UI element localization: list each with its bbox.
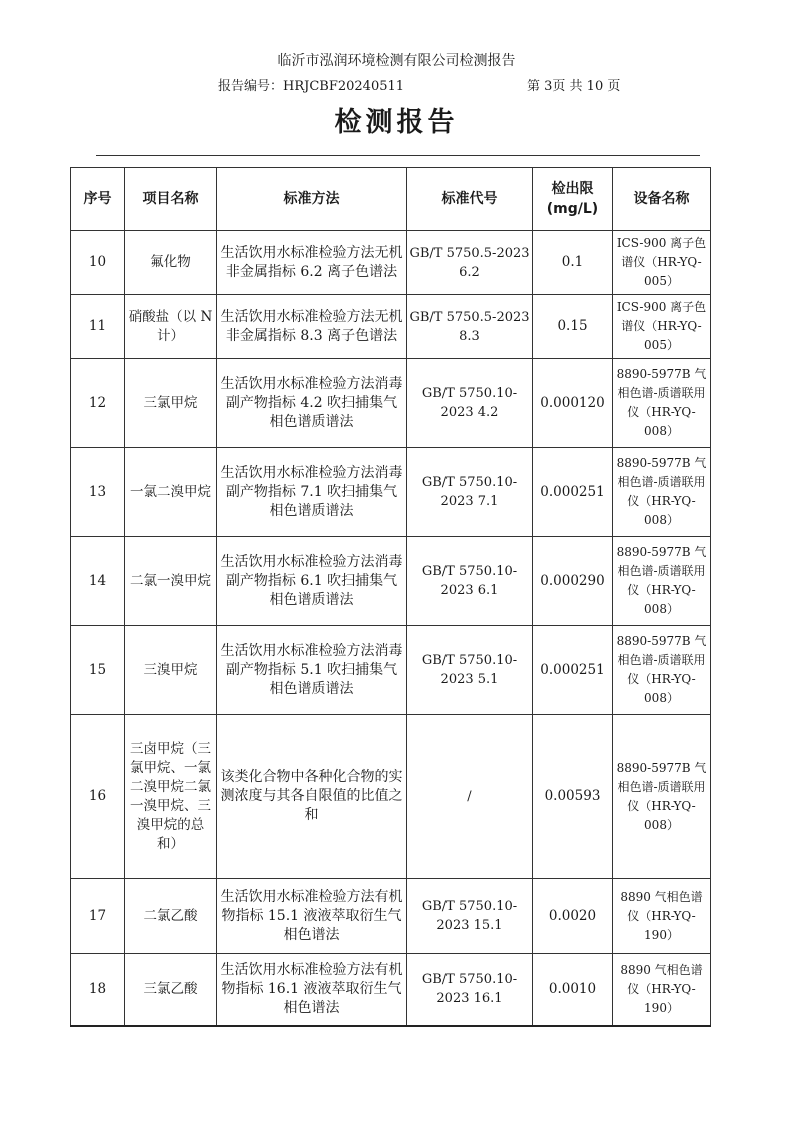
row-code: GB/T 5750.10-2023 6.1 — [407, 537, 533, 626]
row-limit: 0.000251 — [533, 626, 613, 715]
row-item: 二氯乙酸 — [125, 879, 217, 954]
column-header-no: 序号 — [71, 168, 125, 231]
row-code: GB/T 5750.10-2023 5.1 — [407, 626, 533, 715]
row-equipment: 8890 气相色谱仪（HR-YQ-190） — [613, 954, 711, 1026]
row-method: 生活饮用水标准检验方法消毒副产物指标 7.1 吹扫捕集气相色谱质谱法 — [217, 448, 407, 537]
row-code: GB/T 5750.10-2023 16.1 — [407, 954, 533, 1026]
row-item: 三卤甲烷（三氯甲烷、一氯二溴甲烷二氯一溴甲烷、三溴甲烷的总和） — [125, 715, 217, 879]
row-equipment: 8890 气相色谱仪（HR-YQ-190） — [613, 879, 711, 954]
row-method: 该类化合物中各种化合物的实测浓度与其各自限值的比值之和 — [217, 715, 407, 879]
row-limit: 0.15 — [533, 295, 613, 359]
column-header-limit: 检出限 (mg/L) — [533, 168, 613, 231]
row-limit: 0.000251 — [533, 448, 613, 537]
row-no: 16 — [71, 715, 125, 879]
row-equipment: 8890-5977B 气相色谱-质谱联用仪（HR-YQ-008） — [613, 626, 711, 715]
row-code: GB/T 5750.10-2023 4.2 — [407, 359, 533, 448]
row-limit: 0.000120 — [533, 359, 613, 448]
row-item: 硝酸盐（以 N 计） — [125, 295, 217, 359]
row-item: 三氯甲烷 — [125, 359, 217, 448]
row-item: 一氯二溴甲烷 — [125, 448, 217, 537]
row-code: GB/T 5750.5-2023 6.2 — [407, 231, 533, 295]
row-limit: 0.1 — [533, 231, 613, 295]
table-header-row — [71, 168, 711, 231]
row-no: 14 — [71, 537, 125, 626]
row-code: GB/T 5750.10-2023 15.1 — [407, 879, 533, 954]
row-equipment: 8890-5977B 气相色谱-质谱联用仪（HR-YQ-008） — [613, 715, 711, 879]
row-code: / — [407, 715, 533, 879]
row-method: 生活饮用水标准检验方法消毒副产物指标 4.2 吹扫捕集气相色谱质谱法 — [217, 359, 407, 448]
table-row — [71, 879, 711, 954]
table-row — [71, 231, 711, 295]
table-row — [71, 448, 711, 537]
row-equipment: 8890-5977B 气相色谱-质谱联用仪（HR-YQ-008） — [613, 359, 711, 448]
company-header: 临沂市泓润环境检测有限公司检测报告 — [277, 53, 516, 69]
row-code: GB/T 5750.10-2023 7.1 — [407, 448, 533, 537]
page-indicator: 第 3页 共 10 页 — [527, 79, 621, 94]
table-row — [71, 359, 711, 448]
row-limit: 0.0020 — [533, 879, 613, 954]
row-limit: 0.00593 — [533, 715, 613, 879]
row-no: 11 — [71, 295, 125, 359]
column-header-equipment: 设备名称 — [613, 168, 711, 231]
row-limit: 0.0010 — [533, 954, 613, 1026]
row-no: 18 — [71, 954, 125, 1026]
column-header-code: 标准代号 — [407, 168, 533, 231]
row-code: GB/T 5750.5-2023 8.3 — [407, 295, 533, 359]
row-method: 生活饮用水标准检验方法无机非金属指标 6.2 离子色谱法 — [217, 231, 407, 295]
row-equipment: 8890-5977B 气相色谱-质谱联用仪（HR-YQ-008） — [613, 537, 711, 626]
row-method: 生活饮用水标准检验方法有机物指标 16.1 液液萃取衍生气相色谱法 — [217, 954, 407, 1026]
row-method: 生活饮用水标准检验方法消毒副产物指标 6.1 吹扫捕集气相色谱质谱法 — [217, 537, 407, 626]
row-limit: 0.000290 — [533, 537, 613, 626]
row-method: 生活饮用水标准检验方法有机物指标 15.1 液液萃取衍生气相色谱法 — [217, 879, 407, 954]
header-divider — [96, 155, 700, 156]
row-item: 三氯乙酸 — [125, 954, 217, 1026]
row-item: 氟化物 — [125, 231, 217, 295]
row-no: 13 — [71, 448, 125, 537]
row-no: 15 — [71, 626, 125, 715]
table-row — [71, 626, 711, 715]
row-equipment: ICS-900 离子色谱仪（HR-YQ-005） — [613, 295, 711, 359]
row-equipment: 8890-5977B 气相色谱-质谱联用仪（HR-YQ-008） — [613, 448, 711, 537]
table-row — [71, 537, 711, 626]
report-number: 报告编号：HRJCBF20240511 — [218, 79, 405, 94]
row-equipment: ICS-900 离子色谱仪（HR-YQ-005） — [613, 231, 711, 295]
row-item: 二氯一溴甲烷 — [125, 537, 217, 626]
row-no: 10 — [71, 231, 125, 295]
row-method: 生活饮用水标准检验方法消毒副产物指标 5.1 吹扫捕集气相色谱质谱法 — [217, 626, 407, 715]
row-no: 17 — [71, 879, 125, 954]
column-header-method: 标准方法 — [217, 168, 407, 231]
row-item: 三溴甲烷 — [125, 626, 217, 715]
row-method: 生活饮用水标准检验方法无机非金属指标 8.3 离子色谱法 — [217, 295, 407, 359]
row-no: 12 — [71, 359, 125, 448]
page-title: 检测报告 — [334, 107, 459, 138]
column-header-item: 项目名称 — [125, 168, 217, 231]
table-row — [71, 295, 711, 359]
test-methods-table — [70, 167, 711, 1027]
table-row — [71, 954, 711, 1026]
table-row — [71, 715, 711, 879]
